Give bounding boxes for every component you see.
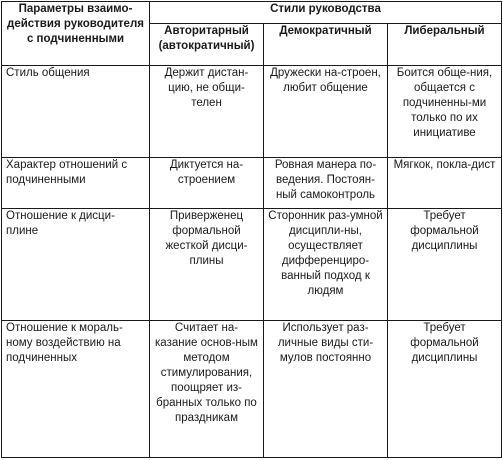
cell-liberal: Требует формальной дисциплины [388,208,502,320]
cell-democratic: Дружески на-строен, любит общение [264,66,388,158]
table-row [2,66,502,158]
cell-authoritarian: Диктуется на-строением [150,158,264,208]
header-param-cell: Параметры взаимо-действия руководителя с подчиненными [2,2,150,66]
cell-authoritarian: Держит дистан-цию, не общи-телен [150,66,264,158]
cell-democratic: Ровная манера по-ведения. Постоян-ный самоконтроль [264,158,388,208]
cell-democratic: Использует раз-личные виды сти-мулов постоянно [264,321,388,458]
header-style-liberal: Либеральный [388,24,502,66]
leadership-styles-table [1,1,502,458]
cell-liberal: Требует формальной дисциплины [388,321,502,458]
row-param-cell: Отношение к мораль-ному воздействию на подчиненных [2,321,150,458]
cell-liberal: Мягкок, покла-дист [388,158,502,208]
cell-authoritarian: Считает на-казание основ-ным методом стимулирования, поощряет из-бранных только по праздникам [150,321,264,458]
cell-authoritarian: Приверженец формальной жесткой дисци-плины [150,208,264,320]
row-param-cell: Отношение к дисци-плине [2,208,150,320]
header-row-group [2,2,502,24]
table-row [2,321,502,458]
cell-democratic: Сторонник раз-умной дисципли-ны, осуществляет дифференциро-ванный подход к людям [264,208,388,320]
table-row [2,158,502,208]
row-param-cell: Стиль общения [2,66,150,158]
row-param-cell: Характер отношений с подчиненными [2,158,150,208]
cell-liberal: Боится обще-ния, общается с подчиненны-ми только по их инициативе [388,66,502,158]
header-style-authoritarian: Авторитарный (автократичный) [150,24,264,66]
header-styles-group: Стили руководства [150,2,502,24]
table-row [2,208,502,320]
header-style-democratic: Демократичный [264,24,388,66]
